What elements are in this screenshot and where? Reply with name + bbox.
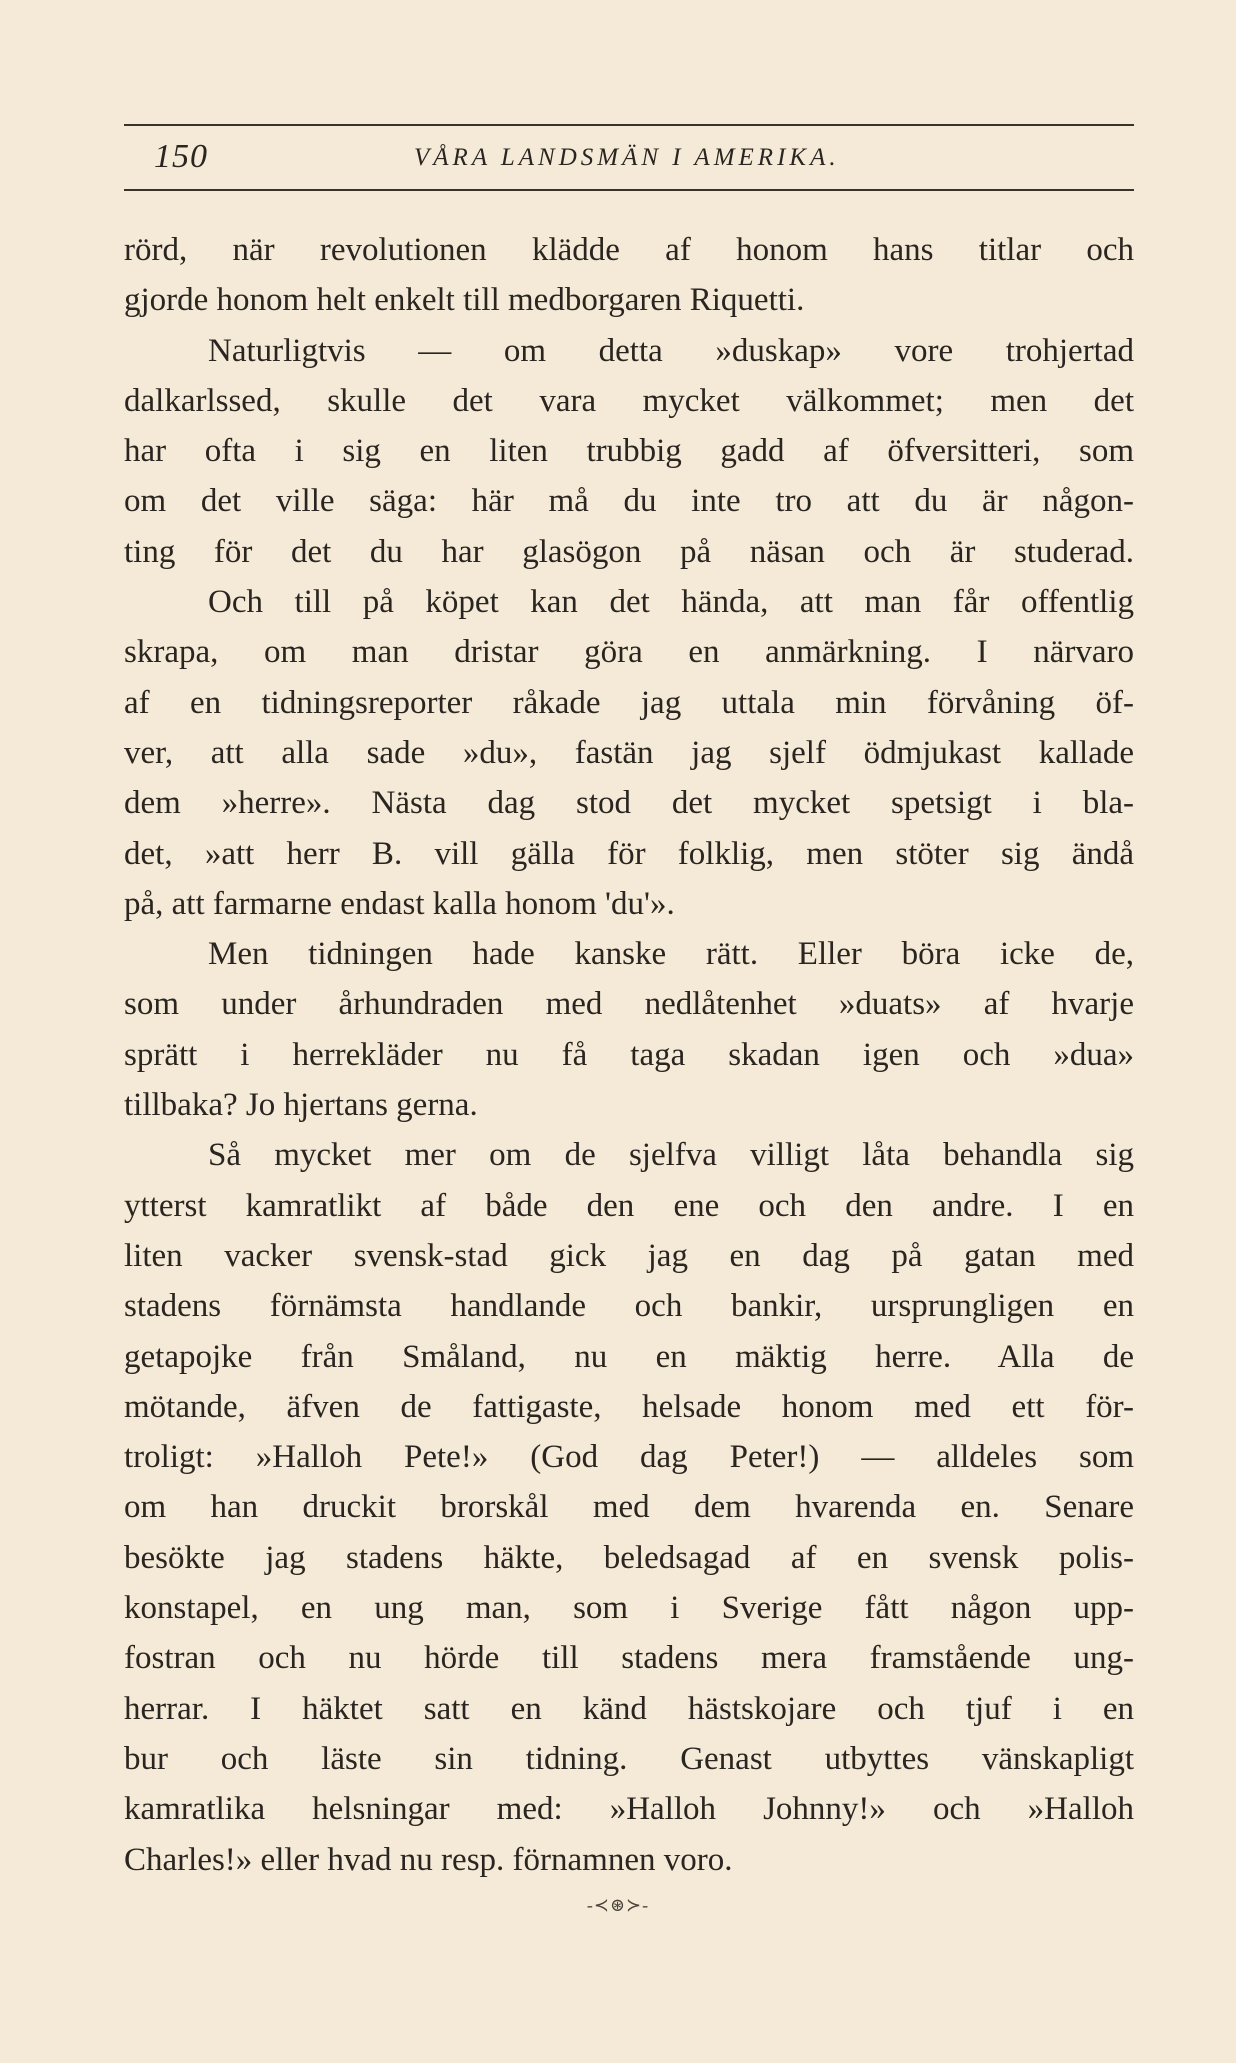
text-line: liten vacker svensk-stad gick jag en dag på gatan med — [124, 1237, 1134, 1274]
text-line: sprätt i herrekläder nu få taga skadan igen och »dua» — [124, 1036, 1134, 1073]
text-line: dalkarlssed, skulle det vara mycket välkommet; men det — [124, 382, 1134, 419]
text-line: har ofta i sig en liten trubbig gadd af öfversitteri, som — [124, 433, 1134, 470]
text-line: Och till på köpet kan det hända, att man får offentlig — [208, 584, 1134, 621]
text-line: konstapel, en ung man, som i Sverige fått någon upp- — [124, 1590, 1134, 1627]
header-top-rule — [124, 124, 1134, 126]
text-line: skrapa, om man dristar göra en anmärkning. I närvaro — [124, 634, 1134, 671]
text-line: troligt: »Halloh Pete!» (God dag Peter!) — alldeles som — [124, 1439, 1134, 1476]
text-line: det, »att herr B. vill gälla för folklig, men stöter sig ändå — [124, 835, 1134, 872]
text-line: herrar. I häktet satt en känd hästskojare och tjuf i en — [124, 1690, 1134, 1727]
text-line: ytterst kamratlikt af både den ene och den andre. I en — [124, 1187, 1134, 1224]
text-line: om han druckit brorskål med dem hvarenda en. Senare — [124, 1489, 1134, 1526]
text-line: af en tidningsreporter råkade jag uttala min förvåning öf- — [124, 684, 1134, 721]
text-line: rörd, när revolutionen klädde af honom hans titlar och — [124, 232, 1134, 268]
text-line: ver, att alla sade »du», fastän jag sjelf ödmjukast kallade — [124, 734, 1134, 771]
text-line: på, att farmarne endast kalla honom 'du'». — [124, 885, 675, 922]
page-header — [124, 138, 1134, 178]
text-line: Så mycket mer om de sjelfva villigt låta behandla sig — [208, 1137, 1134, 1174]
text-line: tillbaka? Jo hjertans gerna. — [124, 1087, 478, 1124]
header-bottom-rule — [124, 189, 1134, 191]
text-line: Charles!» eller hvad nu resp. förnamnen voro. — [124, 1841, 733, 1878]
text-line: som under århundraden med nedlåtenhet »duats» af hvarje — [124, 986, 1134, 1023]
text-line: bur och läste sin tidning. Genast utbyttes vänskapligt — [124, 1740, 1134, 1777]
text-line: fostran och nu hörde till stadens mera framstående ung- — [124, 1640, 1134, 1677]
text-line: besökte jag stadens häkte, beledsagad af en svensk polis- — [124, 1539, 1134, 1576]
text-line: stadens förnämsta handlande och bankir, ursprungligen en — [124, 1288, 1134, 1325]
text-line: Men tidningen hade kanske rätt. Eller böra icke de, — [208, 936, 1134, 973]
text-line: gjorde honom helt enkelt till medborgaren Riquetti. — [124, 282, 805, 319]
body-text — [124, 225, 1134, 1885]
running-head: VÅRA LANDSMÄN I AMERIKA. — [414, 144, 840, 171]
text-line: kamratlika helsningar med: »Halloh Johnny!» och »Halloh — [124, 1791, 1134, 1828]
page-number: 150 — [154, 138, 208, 175]
text-line: om det ville säga: här må du inte tro att du är någon- — [124, 483, 1134, 520]
text-line: mötande, äfven de fattigaste, helsade honom med ett för- — [124, 1388, 1134, 1425]
text-line: Naturligtvis — om detta »duskap» vore trohjertad — [208, 332, 1134, 369]
text-line: dem »herre». Nästa dag stod det mycket spetsigt i bla- — [124, 785, 1134, 822]
text-line: ting för det du har glasögon på näsan och är studerad. — [124, 533, 1134, 570]
end-ornament: -≺⊛≻- — [586, 1895, 650, 1915]
text-line: getapojke från Småland, nu en mäktig herre. Alla de — [124, 1338, 1134, 1375]
